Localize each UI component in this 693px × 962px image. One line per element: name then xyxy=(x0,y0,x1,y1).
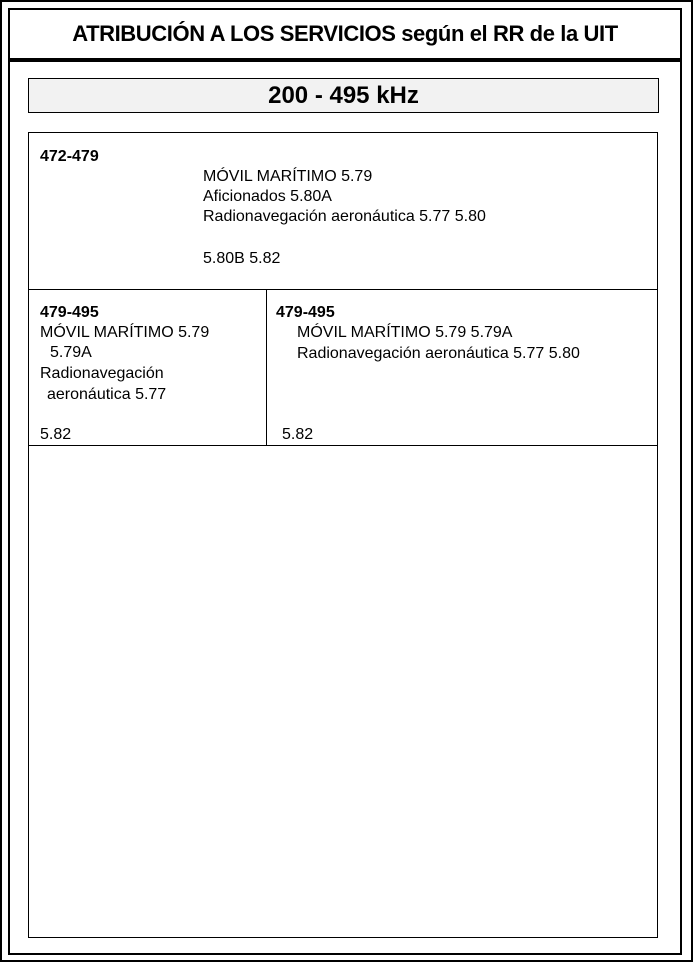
row2-left-range: 479-495 xyxy=(40,304,99,321)
row1-footnotes: 5.80B 5.82 xyxy=(203,250,281,267)
row2-right-service-2: Radionavegación aeronáutica 5.77 5.80 xyxy=(297,345,580,362)
frequency-band-heading xyxy=(28,78,659,113)
page-title: ATRIBUCIÓN A LOS SERVICIOS según el RR de la UIT xyxy=(72,21,618,46)
row1-range: 472-479 xyxy=(40,148,99,165)
column-divider xyxy=(266,289,267,445)
row1-service-2: Aficionados 5.80A xyxy=(203,188,332,205)
row1-service-3: Radionavegación aeronáutica 5.77 5.80 xyxy=(203,208,486,225)
row2-right-service-1: MÓVIL MARÍTIMO 5.79 5.79A xyxy=(297,324,513,341)
row2-left-footnotes: 5.82 xyxy=(40,426,72,443)
row2-right-footnotes: 5.82 xyxy=(282,426,314,443)
row2-left-service-1-cont: 5.79A xyxy=(50,344,92,361)
row-divider-2 xyxy=(29,445,657,446)
row1-service-1: MÓVIL MARÍTIMO 5.79 xyxy=(203,168,373,185)
row2-left-service-2-cont: aeronáutica 5.77 xyxy=(47,386,167,403)
row2-left-service-2: Radionavegación xyxy=(40,365,164,382)
row2-right-range: 479-495 xyxy=(276,304,335,321)
header-bar xyxy=(8,8,682,62)
band-range-label: 200 - 495 kHz xyxy=(268,81,419,109)
row2-left-service-1: MÓVIL MARÍTIMO 5.79 xyxy=(40,324,210,341)
row-divider-1 xyxy=(29,289,657,290)
allocation-table xyxy=(28,132,658,938)
